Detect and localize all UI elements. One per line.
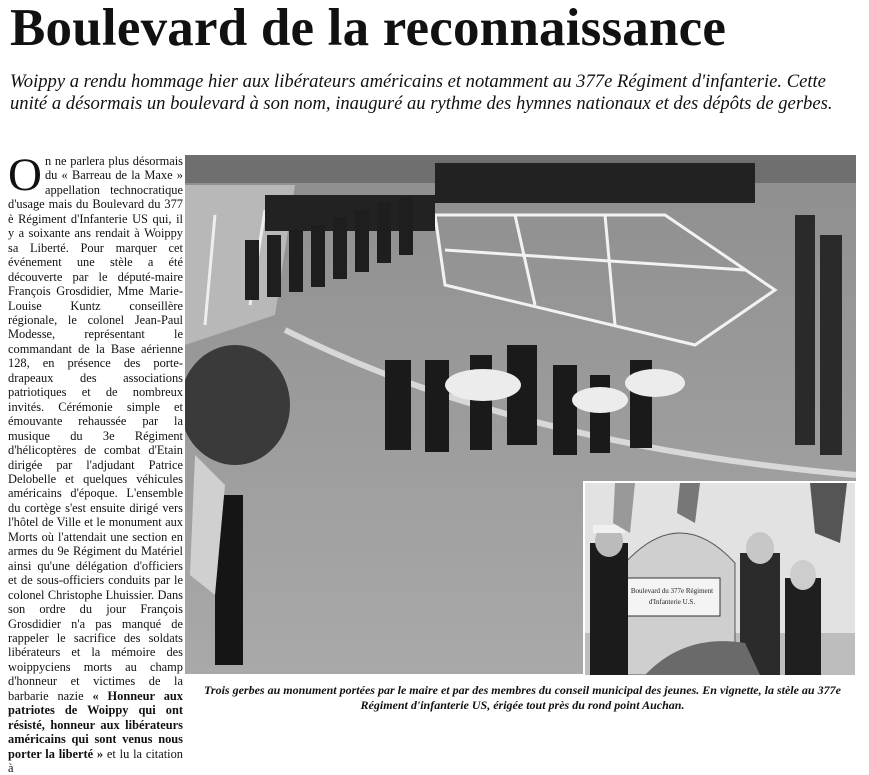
headline: Boulevard de la reconnaissance xyxy=(10,0,727,57)
body-column xyxy=(8,149,184,775)
body-part-2: et lu la citation à xyxy=(8,746,184,775)
plaque-line-2: d'Infanterie U.S. xyxy=(648,598,696,606)
stele-photo-illustration xyxy=(585,483,855,675)
drop-cap: O xyxy=(8,149,42,201)
body-part-1: n ne parlera plus désormais du « Barreau de la Maxe » appellation technocratique d'usage mais du Boulevard du 377 è Régiment d'Infanterie US qui, il y a soixante ans rendait à Woippy sa Liberté. Pour marquer cet événement une stèle a été découverte par le député-maire François Grosdidier, Mme Marie-Louise Kuntz conseillère régionale, le colonel Jean-Paul Modesse, représentant le commandant de la Base aérienne 128, en présence des porte-drapeaux des associations patriotiques et de nombreux invités. Cérémonie simple et émouvante rehaussée par la musique du 3e Régiment d'hélicoptères de combat d'Etain dirigée par l'adjudant Patrice Delobelle et quelques véhicules américains d'époque. L'ensemble du cortège s'est ensuite dirigé vers l'hôtel de Ville et le monument aux Morts où l'attendait une section en armes du 9e Régiment du Matériel ainsi qu'une délégation d'officiers et de sous-officiers conduits par le colonel Christophe Lhuissier. Dans son ordre du jour François Grosdidier n'a pas manqué de rappeler le sacrifice des soldats libérateurs et la mémoire des woippyciens morts au champ d'honneur et victimes de la barbarie nazie xyxy=(8,154,183,703)
inset-photo xyxy=(583,481,857,677)
body-quote: « Honneur aux patriotes de Woippy qui ont résisté, honneur aux libérateurs américains qui sont venus nous porter la liberté » xyxy=(8,688,183,761)
plaque-line-1: Boulevard du 377e Régiment xyxy=(630,587,714,595)
body-text xyxy=(8,149,184,775)
lede: Woippy a rendu hommage hier aux libérateurs américains et notamment au 377e Régiment d'infanterie. Cette unité a désormais un boulevard à son nom, inauguré au rythme des hymnes nationaux et des dépôts de gerbes. xyxy=(10,71,833,114)
photo-caption: Trois gerbes au monument portées par le maire et par des membres du conseil municipal des jeunes. En vignette, la stèle au 377e Régiment d'infanterie US, érigée tout près du rond point Auchan. xyxy=(204,683,841,712)
